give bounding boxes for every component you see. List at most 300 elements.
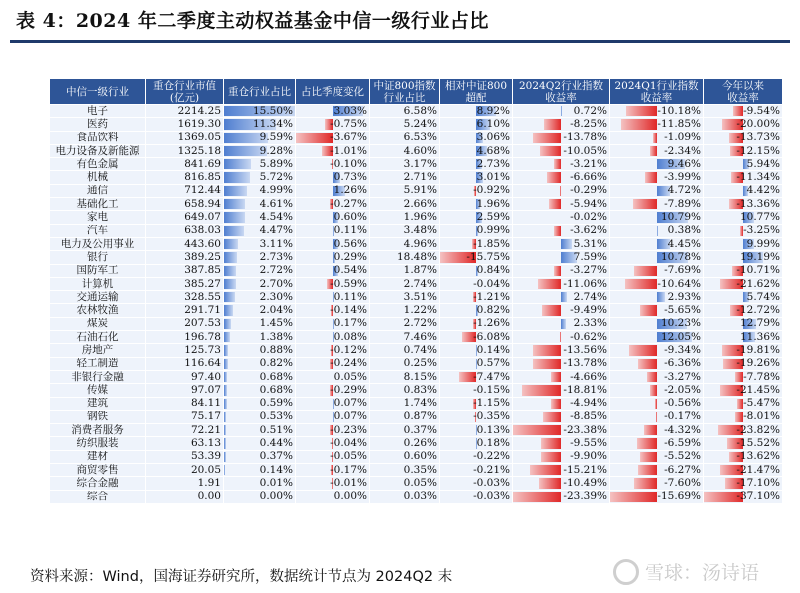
cell-q2 [513,277,610,290]
cell-share [224,304,296,317]
cell-over [440,224,513,237]
cell-chg [296,291,370,304]
cell-value: 6.10% [476,117,510,130]
cell-ytd [704,331,783,344]
cell-q1 [610,344,704,357]
cell-mv: 385.27 [146,277,224,290]
cell-value: -0.01% [330,476,367,489]
cell-mv: 638.03 [146,224,224,237]
cell-value: -13.78% [563,357,607,370]
cell-chg [296,437,370,450]
cell-value: -0.15% [473,383,510,396]
cell-mv: 649.07 [146,211,224,224]
cell-value: 0.11% [333,224,367,237]
cell-value: -19.81% [736,343,780,356]
table-row [50,184,783,197]
cell-q2 [513,304,610,317]
industry-name: 基础化工 [50,198,146,211]
cell-share [224,464,296,477]
cell-over [440,277,513,290]
table-row [50,224,783,237]
cell-value: -23.82% [736,423,780,436]
cell-value: -0.23% [330,423,367,436]
cell-value: 0.99% [476,224,510,237]
cell-value: -11.34% [736,171,780,184]
cell-chg [296,424,370,437]
cell-over [440,370,513,383]
cell-q2 [513,211,610,224]
cell-q2 [513,237,610,250]
cell-value: 0.17% [333,317,367,330]
cell-ytd [704,211,783,224]
cell-csi: 0.87% [370,410,440,423]
cell-ytd [704,317,783,330]
cell-value: -0.29% [330,383,367,396]
industry-name: 银行 [50,251,146,264]
table-row [50,397,783,410]
cell-q1 [610,450,704,463]
cell-over [440,477,513,490]
cell-ytd [704,131,783,144]
cell-value: -0.22% [473,450,510,463]
cell-value: 0.37% [259,450,293,463]
cell-value: -0.21% [473,463,510,476]
cell-mv: 207.53 [146,317,224,330]
cell-value: 2.04% [259,304,293,317]
cell-q2 [513,344,610,357]
cell-value: 0.59% [259,397,293,410]
cell-value: -2.34% [664,144,701,157]
cell-share [224,171,296,184]
cell-value: -0.10% [330,157,367,170]
cell-ytd [704,357,783,370]
cell-value: 0.84% [476,264,510,277]
industry-name: 非银行金融 [50,370,146,383]
cell-q1 [610,464,704,477]
cell-q2 [513,357,610,370]
cell-q2 [513,158,610,171]
industry-name: 综合 [50,490,146,503]
cell-value: 0.14% [476,343,510,356]
cell-q2 [513,264,610,277]
cell-q2 [513,171,610,184]
cell-value: -5.47% [743,397,780,410]
industry-name: 房地产 [50,344,146,357]
cell-q1 [610,477,704,490]
cell-share [224,264,296,277]
table-row [50,171,783,184]
table-row [50,118,783,131]
cell-value: 0.01% [259,476,293,489]
cell-ytd [704,251,783,264]
cell-q2 [513,224,610,237]
cell-value: 15.50% [252,104,293,117]
cell-value: 1.96% [476,197,510,210]
table-row [50,477,783,490]
cell-value: -0.04% [473,277,510,290]
cell-value: -6.59% [664,437,701,450]
cell-value: -0.03% [473,490,510,503]
cell-value: 10.79% [660,211,701,224]
cell-over [440,171,513,184]
cell-share [224,477,296,490]
cell-value: -10.05% [563,144,607,157]
cell-q2 [513,410,610,423]
cell-share [224,317,296,330]
cell-value: -10.64% [657,277,701,290]
industry-name: 国防军工 [50,264,146,277]
cell-value: 0.82% [259,357,293,370]
cell-value: -1.09% [664,131,701,144]
cell-value: 0.88% [259,343,293,356]
cell-chg [296,131,370,144]
cell-value: -12.15% [736,144,780,157]
cell-value: 9.59% [259,131,293,144]
col-header: 中信一级行业 [50,79,146,105]
cell-value: 1.45% [259,317,293,330]
cell-mv: 63.13 [146,437,224,450]
cell-csi: 7.46% [370,331,440,344]
cell-over [440,291,513,304]
cell-value: 0.57% [476,357,510,370]
cell-value: -3.27% [570,264,607,277]
cell-ytd [704,144,783,157]
cell-value: -7.47% [473,370,510,383]
cell-value: -6.08% [473,330,510,343]
cell-over [440,397,513,410]
cell-value: -3.99% [664,171,701,184]
cell-value: -9.90% [570,450,607,463]
cell-over [440,344,513,357]
cell-value: 12.79% [739,317,780,330]
cell-chg [296,331,370,344]
cell-over [440,464,513,477]
cell-q2 [513,477,610,490]
cell-value: 4.47% [259,224,293,237]
cell-q2 [513,370,610,383]
cell-ytd [704,344,783,357]
industry-name: 交通运输 [50,291,146,304]
cell-csi: 0.37% [370,424,440,437]
cell-q1 [610,291,704,304]
cell-csi: 0.60% [370,450,440,463]
cell-over [440,184,513,197]
cell-q2 [513,490,610,503]
cell-chg [296,118,370,131]
cell-value: -15.69% [657,490,701,503]
cell-value: 0.00% [259,490,293,503]
cell-value: 4.54% [259,211,293,224]
cell-share [224,344,296,357]
cell-q2 [513,198,610,211]
cell-value: 2.73% [259,250,293,263]
cell-ytd [704,464,783,477]
cell-mv: 291.71 [146,304,224,317]
cell-value: 3.03% [333,104,367,117]
cell-q1 [610,251,704,264]
cell-value: -9.34% [664,343,701,356]
cell-ytd [704,424,783,437]
cell-value: -0.62% [570,330,607,343]
cell-share [224,370,296,383]
cell-q2 [513,317,610,330]
cell-ytd [704,477,783,490]
cell-share [224,158,296,171]
cell-share [224,144,296,157]
col-header: 相对中证800 超配 [440,79,513,105]
table-row [50,437,783,450]
industry-name: 电力设备及新能源 [50,144,146,157]
industry-name: 医药 [50,118,146,131]
cell-value: -8.01% [743,410,780,423]
cell-csi: 2.72% [370,317,440,330]
cell-mv: 1369.05 [146,131,224,144]
cell-q1 [610,370,704,383]
cell-over [440,424,513,437]
table-row [50,410,783,423]
cell-value: 12.05% [660,330,701,343]
cell-mv: 72.21 [146,424,224,437]
cell-value: -20.00% [736,117,780,130]
cell-q2 [513,291,610,304]
cell-chg [296,264,370,277]
cell-value: -4.32% [664,423,701,436]
cell-over [440,357,513,370]
cell-csi: 1.87% [370,264,440,277]
cell-chg [296,237,370,250]
cell-csi: 0.83% [370,384,440,397]
cell-q2 [513,131,610,144]
industry-name: 建材 [50,450,146,463]
cell-csi: 0.26% [370,437,440,450]
cell-share [224,118,296,131]
cell-mv: 75.17 [146,410,224,423]
cell-value: 4.45% [667,237,701,250]
cell-value: 0.29% [333,250,367,263]
cell-ytd [704,105,783,118]
cell-mv: 1619.30 [146,118,224,131]
table-row [50,490,783,503]
cell-value: 2.70% [259,277,293,290]
cell-ytd [704,384,783,397]
cell-value: -0.35% [473,410,510,423]
cell-mv: 387.85 [146,264,224,277]
table-row [50,277,783,290]
cell-q1 [610,211,704,224]
cell-over [440,198,513,211]
cell-value: -8.85% [570,410,607,423]
cell-q1 [610,384,704,397]
cell-value: -3.62% [570,224,607,237]
cell-q2 [513,424,610,437]
cell-mv: 97.07 [146,384,224,397]
cell-csi: 0.35% [370,464,440,477]
cell-value: -7.69% [664,264,701,277]
cell-chg [296,490,370,503]
cell-chg [296,464,370,477]
industry-name: 计算机 [50,277,146,290]
cell-value: -21.45% [736,383,780,396]
cell-ytd [704,158,783,171]
cell-value: -19.26% [736,357,780,370]
cell-value: 2.33% [573,317,607,330]
title-rule [10,40,790,43]
table-row [50,158,783,171]
cell-mv: 20.05 [146,464,224,477]
cell-value: -15.75% [466,250,510,263]
industry-name: 煤炭 [50,317,146,330]
cell-value: -0.56% [664,397,701,410]
cell-value: 4.61% [259,197,293,210]
industry-name: 综合金融 [50,477,146,490]
watermark-text: 雪球：汤诗语 [645,562,760,584]
cell-value: -6.66% [570,171,607,184]
cell-over [440,490,513,503]
cell-q2 [513,397,610,410]
industry-name: 轻工制造 [50,357,146,370]
cell-share [224,224,296,237]
cell-q2 [513,105,610,118]
cell-chg [296,344,370,357]
cell-over [440,237,513,250]
cell-mv: 1325.18 [146,144,224,157]
table-row [50,344,783,357]
cell-value: 10.23% [660,317,701,330]
cell-mv: 1.91 [146,477,224,490]
cell-csi: 6.58% [370,105,440,118]
cell-value: 0.56% [333,237,367,250]
cell-value: -3.27% [664,370,701,383]
col-header: 今年以来 收益率 [704,79,783,105]
cell-value: -13.36% [736,197,780,210]
cell-value: -13.78% [563,131,607,144]
table-row [50,357,783,370]
cell-mv: 53.39 [146,450,224,463]
cell-share [224,184,296,197]
cell-csi: 6.53% [370,131,440,144]
cell-value: -17.10% [736,476,780,489]
cell-over [440,158,513,171]
cell-csi: 3.51% [370,291,440,304]
cell-q2 [513,331,610,344]
cell-value: -7.78% [743,370,780,383]
col-header: 2024Q2行业指数 收益率 [513,79,610,105]
cell-over [440,331,513,344]
table-row [50,105,783,118]
cell-q2 [513,118,610,131]
cell-share [224,410,296,423]
cell-q1 [610,424,704,437]
cell-csi: 8.15% [370,370,440,383]
col-header: 重仓行业市值 (亿元) [146,79,224,105]
cell-q1 [610,237,704,250]
cell-value: 2.59% [476,211,510,224]
cell-value: -21.62% [736,277,780,290]
cell-over [440,131,513,144]
cell-chg [296,370,370,383]
cell-share [224,237,296,250]
cell-csi: 0.74% [370,344,440,357]
cell-value: 4.42% [746,184,780,197]
cell-q2 [513,144,610,157]
cell-value: -9.54% [743,104,780,117]
cell-ytd [704,277,783,290]
cell-ytd [704,397,783,410]
cell-csi: 2.66% [370,198,440,211]
industry-name: 家电 [50,211,146,224]
industry-name: 纺织服装 [50,437,146,450]
cell-q1 [610,118,704,131]
cell-value: 0.72% [573,104,607,117]
cell-value: 5.31% [573,237,607,250]
cell-q1 [610,224,704,237]
industry-name: 有色金属 [50,158,146,171]
cell-value: -0.14% [330,304,367,317]
cell-value: 0.54% [333,264,367,277]
cell-value: -0.75% [330,117,367,130]
cell-value: -0.03% [473,476,510,489]
cell-value: 4.72% [667,184,701,197]
table-row [50,264,783,277]
cell-value: -3.25% [743,224,780,237]
cell-q1 [610,131,704,144]
cell-csi: 1.22% [370,304,440,317]
cell-q1 [610,357,704,370]
watermark [613,558,759,585]
cell-chg [296,357,370,370]
cell-q1 [610,105,704,118]
cell-value: 0.07% [333,397,367,410]
cell-value: -13.56% [563,343,607,356]
cell-share [224,331,296,344]
cell-chg [296,384,370,397]
cell-q1 [610,490,704,503]
industry-name: 农林牧渔 [50,304,146,317]
cell-value: -15.52% [736,437,780,450]
cell-ytd [704,118,783,131]
cell-value: 0.05% [333,370,367,383]
cell-q1 [610,264,704,277]
cell-value: 5.72% [259,171,293,184]
cell-chg [296,105,370,118]
cell-value: -1.15% [473,397,510,410]
cell-value: 10.77% [739,211,780,224]
cell-value: -11.06% [563,277,607,290]
cell-mv: 84.11 [146,397,224,410]
cell-value: 11.36% [739,330,780,343]
table-row [50,144,783,157]
cell-share [224,291,296,304]
cell-chg [296,317,370,330]
cell-over [440,450,513,463]
cell-over [440,211,513,224]
cell-value: -7.89% [664,197,701,210]
cell-over [440,144,513,157]
cell-value: 19.19% [739,250,780,263]
cell-value: 0.68% [259,383,293,396]
cell-value: 9.28% [259,144,293,157]
col-header: 中证800指数 行业占比 [370,79,440,105]
cell-share [224,251,296,264]
cell-share [224,131,296,144]
cell-value: -8.25% [570,117,607,130]
cell-mv: 125.73 [146,344,224,357]
cell-over [440,437,513,450]
source-note: 资料来源：Wind，国海证券研究所，数据统计节点为 2024Q2 末 [30,569,453,585]
cell-csi: 1.96% [370,211,440,224]
cell-csi: 0.03% [370,490,440,503]
cell-value: -1.01% [330,144,367,157]
